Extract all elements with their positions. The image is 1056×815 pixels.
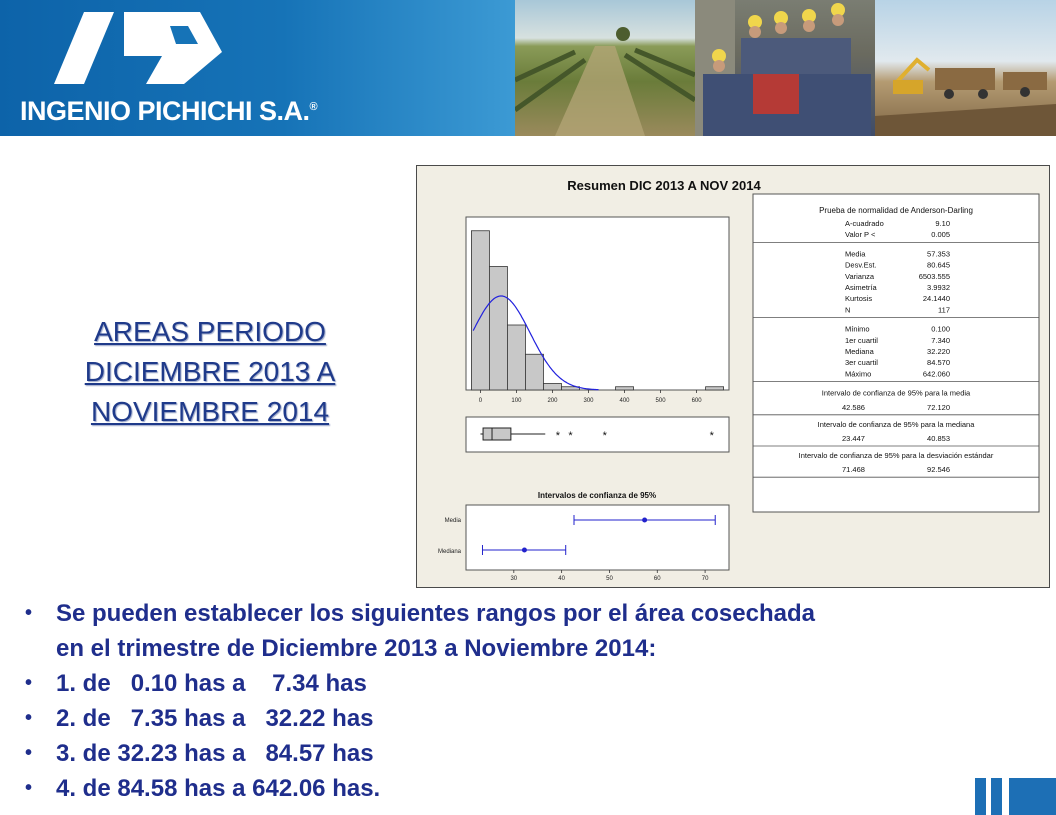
interval-high: 92.546 [927, 465, 950, 475]
stat-label: 1er cuartil [845, 335, 878, 345]
histogram-bar [543, 384, 561, 391]
bullet-item: • 2. de 7.35 has a 32.22 has [22, 701, 1022, 736]
bullet-item: • 4. de 84.58 has a 642.06 has. [22, 771, 1022, 806]
interval-high: 40.853 [927, 434, 950, 443]
company-logo [50, 12, 230, 86]
ci-plot-area [466, 505, 729, 570]
stat-value: 6503.555 [918, 271, 950, 281]
stat-value: 9.10 [935, 219, 950, 228]
bullet-continuation: en el trimestre de Diciembre 2013 a Noviembre 2014: [56, 635, 657, 662]
interval-label: Intervalo de confianza de 95% para la media [821, 388, 971, 398]
bullet-item: • Se pueden establecer los siguientes rangos por el área cosechada [22, 596, 1022, 631]
bullet-item: • 3. de 32.23 has a 84.57 has [22, 736, 1022, 771]
histogram-bar [525, 354, 543, 390]
header-banner [0, 0, 1056, 136]
stat-label: Kurtosis [845, 294, 873, 304]
histogram-x-ticks [479, 390, 703, 404]
interval-label: Intervalo de confianza de 95% para la mediana [817, 419, 975, 429]
stat-value: 0.005 [931, 230, 950, 240]
stat-value: 80.645 [927, 260, 950, 270]
x-tick-label: 200 [547, 398, 558, 404]
ci-point [522, 548, 527, 553]
stat-label: Mínimo [845, 324, 870, 334]
logo-area [0, 0, 515, 136]
stat-label: Asimetría [845, 283, 877, 292]
slide-title [40, 312, 380, 432]
histogram-bar [706, 387, 724, 390]
stat-label: Varianza [845, 271, 875, 281]
stat-label: Máximo [845, 369, 872, 379]
stat-label: 3er cuartil [845, 358, 878, 368]
normality-test-title: Prueba de normalidad de Anderson-Darling [819, 206, 973, 215]
ci-x-ticks [510, 570, 709, 582]
interval-low: 23.447 [842, 434, 865, 443]
histogram-bar [471, 231, 489, 390]
x-tick-label: 0 [478, 398, 483, 404]
stats-table [753, 194, 1039, 512]
workers-photo [695, 0, 875, 136]
harvest-photo [875, 0, 1056, 136]
stat-label: Valor P < [845, 230, 876, 240]
x-tick-label: 400 [619, 398, 630, 404]
x-tick-label: 300 [583, 398, 594, 404]
stat-value: 117 [938, 305, 950, 315]
stat-label: Mediana [845, 347, 874, 356]
ci-x-tick-label: 50 [606, 576, 613, 582]
chart-svg [417, 166, 1049, 587]
stat-value: 24.1440 [922, 294, 950, 304]
bullet-list [22, 596, 1022, 806]
title-line: DICIEMBRE 2013 A [84, 356, 336, 387]
boxplot-box [483, 428, 511, 440]
ci-label-media: Media [444, 518, 461, 524]
histogram-bar [489, 267, 507, 391]
summary-chart [416, 165, 1050, 588]
chart-title: Resumen DIC 2013 A NOV 2014 [567, 178, 761, 193]
ci-x-tick-label: 30 [510, 576, 518, 582]
interval-high: 72.120 [927, 402, 950, 412]
histogram-bar [507, 325, 525, 390]
x-tick-label: 600 [691, 398, 702, 404]
ci-x-tick-label: 70 [701, 576, 709, 582]
x-tick-label: 100 [511, 398, 522, 404]
boxplot-outlier: * [709, 430, 714, 442]
title-line: NOVIEMBRE 2014 [90, 396, 330, 427]
x-tick-label: 500 [655, 398, 666, 404]
interval-label: Intervalo de confianza de 95% para la desviación estándar [798, 451, 994, 460]
company-name: INGENIO PICHICHI S.A.® [20, 96, 318, 126]
boxplot-outlier: * [555, 430, 561, 442]
stat-label: Desv.Est. [845, 260, 877, 270]
decorative-bars [975, 778, 1056, 815]
boxplot-outlier: * [602, 430, 607, 442]
sugarcane-field-photo [515, 0, 695, 136]
ci-chart-title: Intervalos de confianza de 95% [537, 491, 657, 500]
ci-point [642, 518, 647, 523]
stat-value: 57.353 [927, 249, 950, 259]
ci-label-mediana: Mediana [437, 549, 461, 555]
stat-value: 7.340 [931, 335, 950, 345]
stat-label: Media [845, 249, 866, 259]
bullet-item: • 1. de 0.10 has a 7.34 has [22, 666, 1022, 701]
histogram-bar [616, 387, 634, 390]
stat-value: 642.060 [922, 369, 950, 379]
stat-label: N [845, 305, 851, 315]
stat-value: 84.570 [927, 358, 950, 368]
stat-value: 3.9932 [927, 283, 950, 292]
stat-value: 0.100 [931, 324, 950, 334]
boxplot-outlier: * [568, 430, 573, 442]
ci-x-tick-label: 40 [558, 576, 565, 582]
ci-x-tick-label: 60 [653, 576, 661, 582]
title-line: AREAS PERIODO [94, 316, 326, 347]
stat-value: 32.220 [927, 347, 950, 356]
interval-low: 71.468 [842, 465, 865, 475]
interval-low: 42.586 [842, 402, 865, 412]
stat-label: A-cuadrado [845, 219, 884, 228]
